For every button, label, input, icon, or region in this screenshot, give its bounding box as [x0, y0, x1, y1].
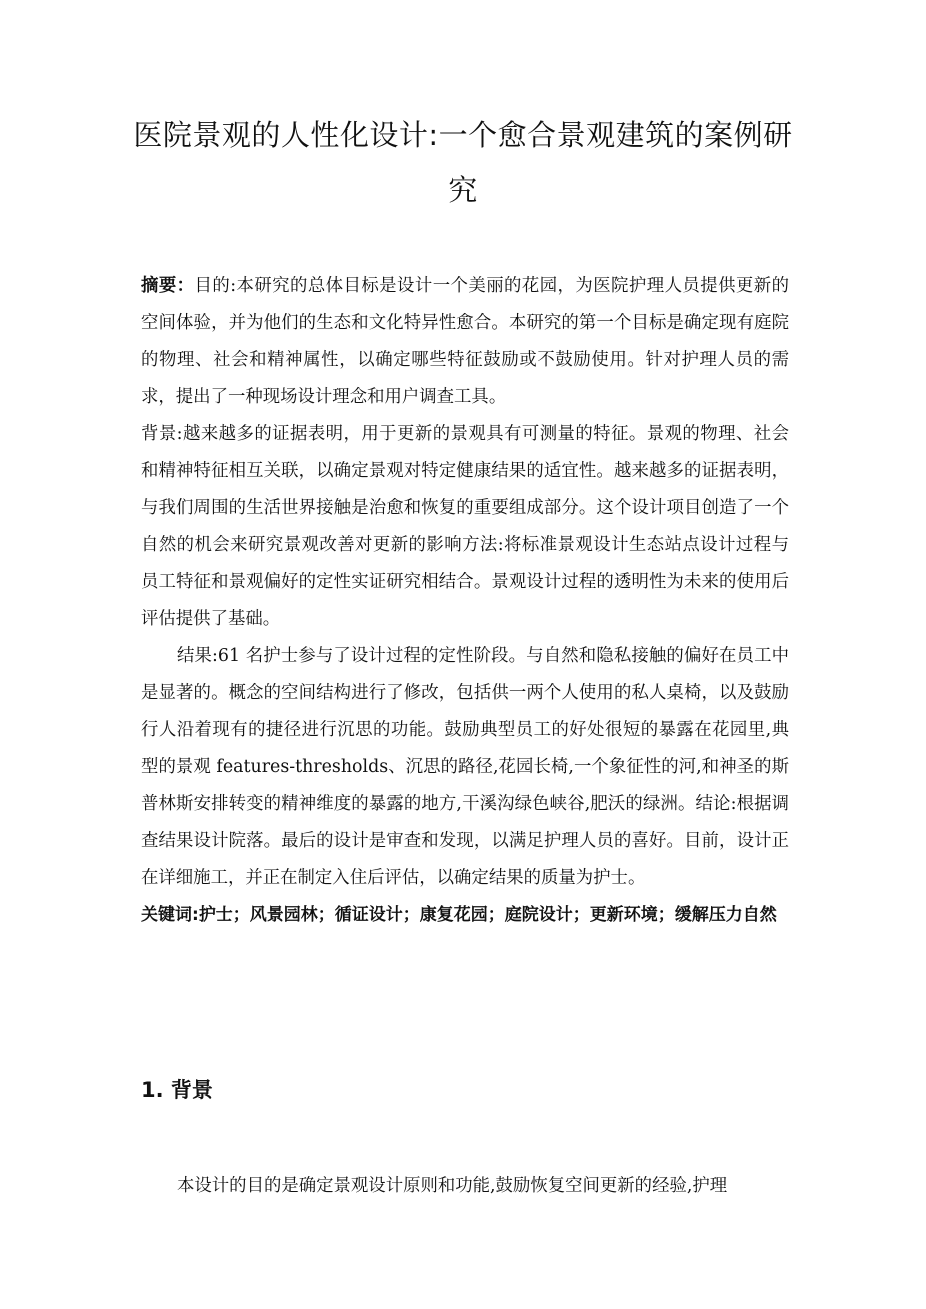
background-paragraph: 背景:越来越多的证据表明，用于更新的景观具有可测量的特征。景观的物理、社会和精神特征相互关联，以确定景观对特定健康结果的适宜性。越来越多的证据表明，与我们周围的生活世界接触是治愈和恢复的重要组成部分。这个设计项目创造了一个自然的机会来研究景观改善对更新的影响方法:将标准景观设计生态站点设计过程与员工特征和景观偏好的定性实证研究相结合。景观设计过程的透明性为未来的使用后评估提供了基础。 — [141, 424, 789, 629]
abstract-paragraph — [141, 268, 789, 416]
section-heading-background: 1. 背景 — [141, 1078, 213, 1102]
keywords-label: 关键词: — [141, 905, 199, 925]
paper-title: 医院景观的人性化设计:一个愈合景观建筑的案例研究 — [133, 118, 793, 207]
abstract-text: 目的:本研究的总体目标是设计一个美丽的花园，为医院护理人员提供更新的空间体验，并为他们的生态和文化特异性愈合。本研究的第一个目标是确定现有庭院的物理、社会和精神属性，以确定哪些特征鼓励或不鼓励使用。针对护理人员的需求，提出了一种现场设计理念和用户调查工具。 — [141, 276, 789, 407]
abstract-section — [141, 268, 789, 934]
keywords-text: 护士；风景园林；循证设计；康复花园；庭院设计；更新环境；缓解压力自然 — [198, 905, 777, 925]
keywords-paragraph — [141, 897, 789, 934]
results-paragraph: 结果:61 名护士参与了设计过程的定性阶段。与自然和隐私接触的偏好在员工中是显著的。概念的空间结构进行了修改，包括供一两个人使用的私人桌椅，以及鼓励行人沿着现有的捷径进行沉思的功能。鼓励典型员工的好处很短的暴露在花园里,典型的景观 features-thresholds、沉思的路径,花园长椅,一个象征性的河,和神圣的斯普林斯安排转变的精神维度的暴露的地方,干溪沟绿色峡谷,肥沃的绿洲。结论:根据调查结果设计院落。最后的设计是审查和发现，以满足护理人员的喜好。目前，设计正在详细施工，并正在制定入住后评估，以确定结果的质量为护士。 — [141, 646, 789, 888]
section-intro-paragraph: 本设计的目的是确定景观设计原则和功能,鼓励恢复空间更新的经验,护理 — [177, 1176, 728, 1196]
abstract-label: 摘要： — [141, 276, 195, 296]
